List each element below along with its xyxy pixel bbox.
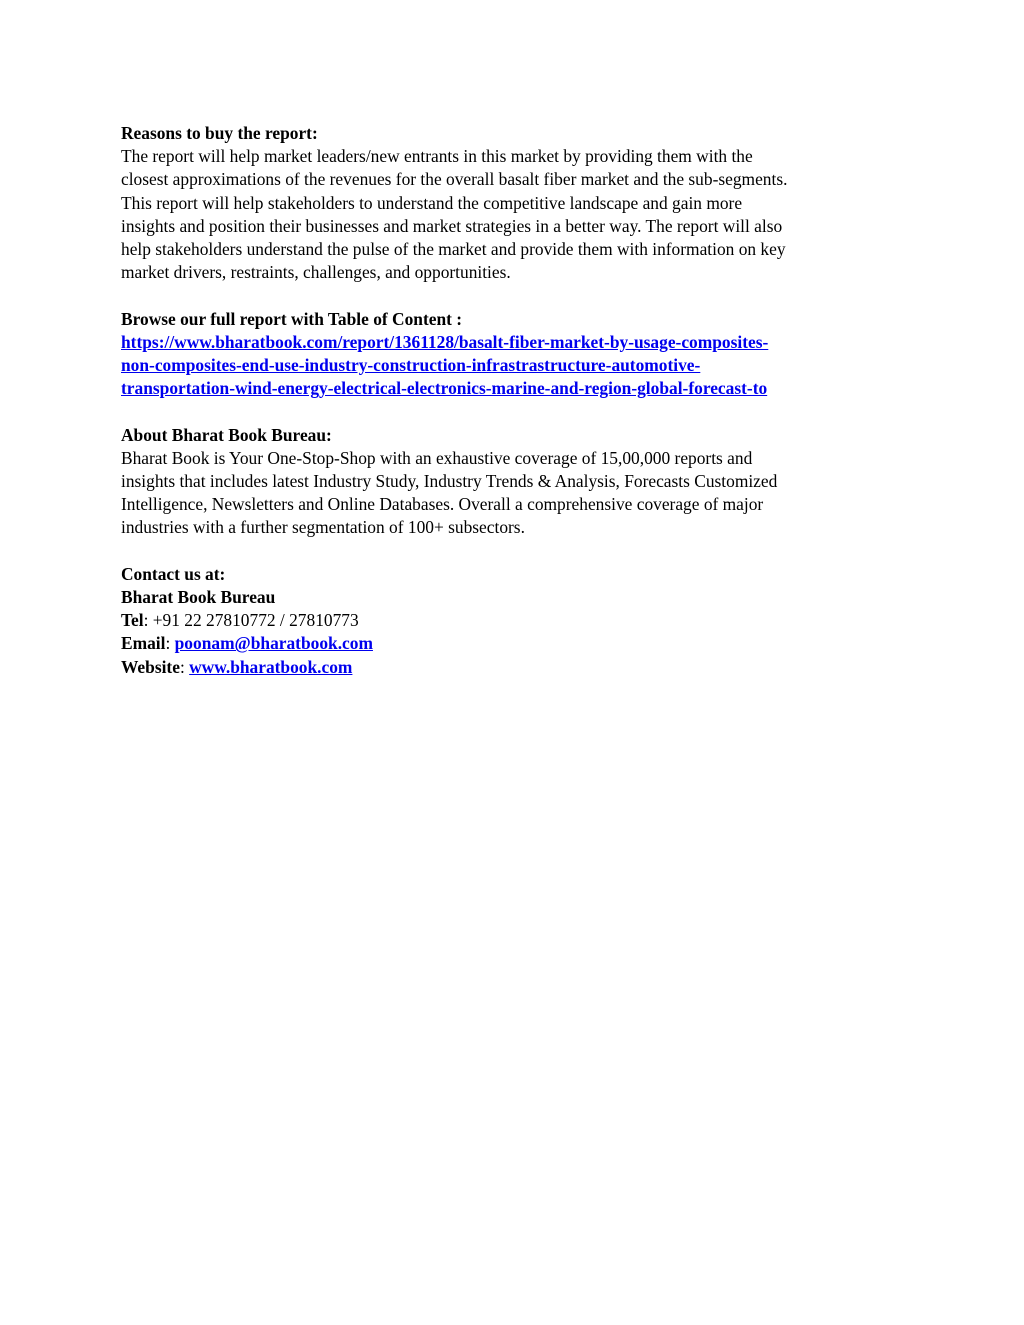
report-url-line-2[interactable]: non-composites-end-use-industry-construction-infrastrastructure-automotive- [121, 355, 701, 376]
document-page [121, 122, 911, 679]
reasons-line-5: help stakeholders understand the pulse of the market and provide them with information on key [121, 239, 786, 260]
reasons-line-6: market drivers, restraints, challenges, and opportunities. [121, 262, 511, 283]
about-section [121, 424, 911, 540]
report-url-line-3[interactable]: transportation-wind-energy-electrical-electronics-marine-and-region-global-forecast-to [121, 378, 768, 399]
email-separator: : [165, 633, 175, 654]
website-row [121, 656, 911, 679]
about-line-4: industries with a further segmentation of 100+ subsectors. [121, 517, 525, 538]
report-url-link[interactable] [121, 331, 911, 401]
reasons-heading: Reasons to buy the report: [121, 123, 318, 143]
email-link[interactable]: poonam@bharatbook.com [174, 633, 373, 654]
about-heading: About Bharat Book Bureau: [121, 424, 332, 445]
report-url-line-1[interactable]: https://www.bharatbook.com/report/1361128/basalt-fiber-market-by-usage-composites- [121, 331, 769, 352]
reasons-line-1: The report will help market leaders/new entrants in this market by providing them with the [121, 146, 753, 167]
contact-heading: Contact us at: [121, 563, 226, 584]
spacer [121, 400, 911, 423]
about-line-3: Intelligence, Newsletters and Online Databases. Overall a comprehensive coverage of major [121, 494, 764, 515]
about-line-1: Bharat Book is Your One-Stop-Shop with an exhaustive coverage of 15,00,000 reports and [121, 447, 753, 468]
reasons-line-2: closest approximations of the revenues for the overall basalt fiber market and the sub-segments. [121, 169, 788, 190]
tel-row [121, 609, 911, 632]
website-label: Website [121, 656, 180, 677]
browse-section [121, 308, 911, 401]
company-name: Bharat Book Bureau [121, 587, 276, 608]
browse-heading: Browse our full report with Table of Content : [121, 308, 463, 329]
spacer [121, 284, 911, 307]
tel-value: : +91 22 27810772 / 27810773 [143, 610, 359, 631]
spacer [121, 540, 911, 563]
email-row [121, 632, 911, 655]
reasons-section [121, 122, 911, 284]
email-label: Email [121, 633, 166, 654]
tel-label: Tel [121, 610, 144, 631]
about-line-2: insights that includes latest Industry Study, Industry Trends & Analysis, Forecasts Customized [121, 471, 778, 492]
reasons-line-3: This report will help stakeholders to understand the competitive landscape and gain more [121, 192, 743, 213]
website-link[interactable]: www.bharatbook.com [189, 656, 353, 677]
website-separator: : [179, 656, 190, 677]
contact-section [121, 563, 911, 679]
reasons-line-4: insights and position their businesses and market strategies in a better way. The report will also [121, 215, 783, 236]
